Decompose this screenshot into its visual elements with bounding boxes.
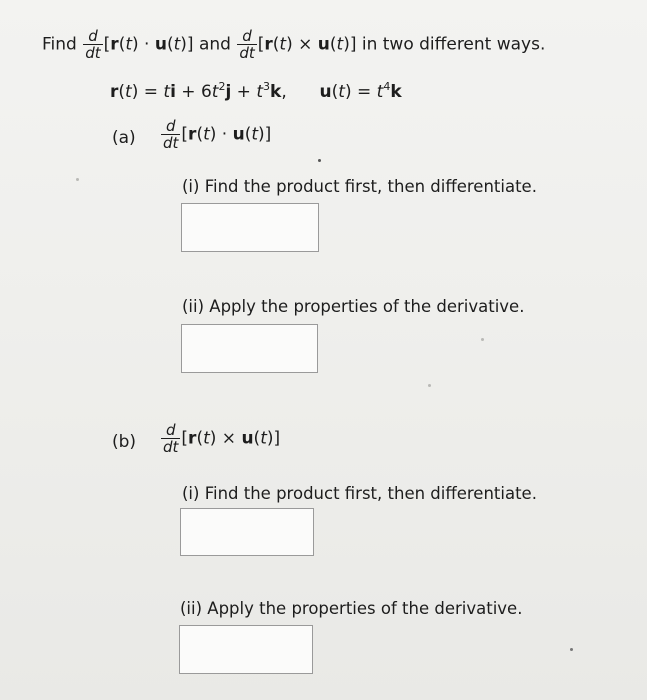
speck: [428, 384, 431, 387]
part-b-i-instruction: (i) Find the product first, then differentiate.: [182, 484, 537, 503]
u-definition: $u(t) = t^4k$: [319, 80, 402, 102]
derivative-operator: $\frac{d}{dt}$: [163, 421, 179, 456]
part-b-ii-instruction: (ii) Apply the properties of the derivative.: [180, 599, 523, 618]
part-a-i-instruction: (i) Find the product first, then differentiate.: [182, 177, 537, 196]
prompt-tail: in two different ways.: [361, 34, 546, 55]
and-word: and: [198, 34, 231, 55]
r-definition: r(t) = ti + $6t^2j + t^3k$,: [110, 80, 287, 102]
part-a-i-answer-box[interactable]: [181, 203, 319, 252]
derivative-operator: $\frac{d}{dt}$: [85, 27, 101, 62]
part-b-ii-answer-box[interactable]: [179, 625, 313, 674]
dot-product-expression: [r(t) · u(t)]: [103, 34, 194, 55]
part-a-label: (a): [112, 128, 136, 148]
speck: [318, 159, 321, 162]
derivative-operator: $\frac{d}{dt}$: [163, 117, 179, 152]
find-word: Find: [42, 34, 77, 55]
speck: [481, 338, 484, 341]
definitions: [110, 82, 402, 102]
problem-prompt: [42, 28, 545, 61]
part-a-ii-answer-box[interactable]: [181, 324, 318, 373]
speck: [570, 648, 573, 651]
part-b-expression: $\frac{d}{dt}$ [r(t) × u(t)]: [163, 421, 281, 456]
derivative-operator: $\frac{d}{dt}$: [239, 27, 255, 62]
speck: [76, 178, 79, 181]
part-b-label: (b): [112, 432, 137, 452]
part-a-ii-instruction: (ii) Apply the properties of the derivative.: [182, 297, 525, 316]
part-a-expression: $\frac{d}{dt}$ [r(t) · u(t)]: [163, 117, 272, 152]
part-b-i-answer-box[interactable]: [180, 508, 314, 556]
cross-product-expression: [r(t) × u(t)]: [257, 34, 357, 55]
